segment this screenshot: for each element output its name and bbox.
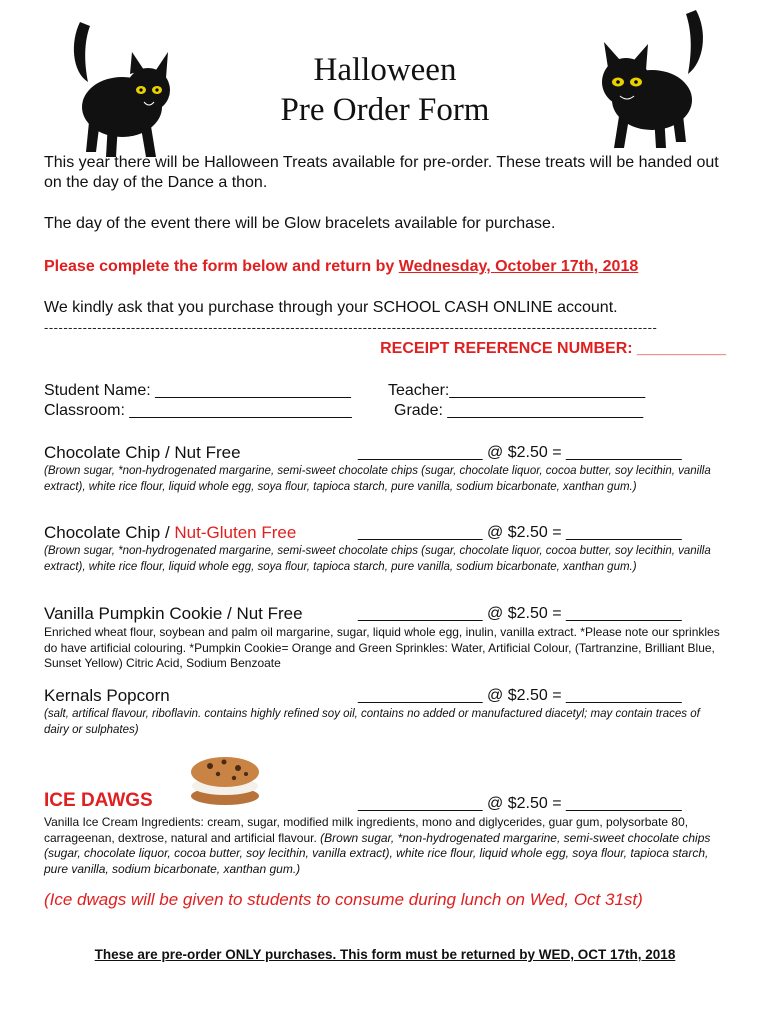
item-name: Chocolate Chip / Nut Free (44, 443, 241, 462)
item-price-line: ______________ @ $2.50 = _____________ (358, 605, 682, 622)
item-ingredients: Enriched wheat flour, soybean and palm oil margarine, sugar, liquid whole egg, inulin, vanilla extract. *Please note our sprinkles do have artificial colouring. *Pumpkin Cookie= Orange and Green Sprinkles: Water, Artificial Colour, (Tartranzine, Brilliant Blue, Sunset Yellow) Citric Acid, Sodium Benzoate (44, 625, 720, 670)
intro-text: This year there will be Halloween Treats available for pre-order. These treats will be handed out on the day of the Dance a thon. (44, 154, 719, 191)
page-title: Halloween (313, 52, 457, 88)
item-name: Vanilla Pumpkin Cookie / Nut Free (44, 604, 303, 623)
item-name: Kernals Popcorn (44, 686, 170, 705)
page-subtitle: Pre Order Form (280, 92, 490, 128)
item-price-line: ______________ @ $2.50 = _____________ (358, 524, 682, 541)
teacher-field: Teacher:______________________ (388, 382, 646, 399)
grade-field: Grade: ______________________ (394, 402, 644, 419)
ice-cream-sandwich-icon (188, 752, 262, 808)
classroom-field: Classroom: _________________________ (44, 402, 352, 419)
glow-text: The day of the event there will be Glow bracelets available for purchase. (44, 215, 556, 232)
return-date: Wednesday, October 17th, 2018 (398, 258, 639, 275)
ice-dawgs-note: (Ice dwags will be given to students to consume during lunch on Wed, Oct 31st) (44, 890, 643, 909)
return-instruction: Please complete the form below and return by Wednesday, October 17th, 2018 (44, 258, 639, 275)
student-name-field: Student Name: ______________________ (44, 382, 351, 399)
item-price-line: ______________ @ $2.50 = _____________ (358, 687, 682, 704)
payment-instruction: We kindly ask that you purchase through your SCHOOL CASH ONLINE account. (44, 299, 618, 316)
final-notice: These are pre-order ONLY purchases. This form must be returned by WED, OCT 17th, 2018 (94, 947, 676, 962)
item-ingredients: (Brown sugar, *non-hydrogenated margarine, semi-sweet chocolate chips (sugar, chocolate liquor, cocoa butter, soy lecithin, vanilla extract), white rice flour, liquid whole egg, soya flour, tapioca starch, pure vanilla, sodium bicarbonate, xanthan gum.) (44, 465, 711, 493)
ice-dawgs-ingredients: Vanilla Ice Cream Ingredients: cream, sugar, modified milk ingredients, mono and diglycerides, guar gum, polysorbate 80, carrageenan, dextrose, natural and artificial flavour. (Brown sugar, *non-hydrogenated margarine, semi-sweet chocolate chips (sugar, chocolate liquor, cocoa butter, soy lecithin, vanilla extract), white rice flour, liquid whole egg, soya flour, tapioca starch, pure vanilla, sodium bicarbonate, xanthan gum.) (44, 815, 711, 876)
divider: ------------------------------------------------------------------------------------------------------------------------------- (44, 320, 658, 335)
item-ingredients: (salt, artifical flavour, riboflavin. contains highly refined soy oil, contains no added or manufactured diacetyl; may contain traces of dairy or sulphates) (44, 708, 700, 736)
item-name: Chocolate Chip / Nut-Gluten Free (44, 523, 297, 542)
item-price-line: ______________ @ $2.50 = _____________ (358, 795, 682, 812)
receipt-reference: RECEIPT REFERENCE NUMBER: __________ (380, 340, 726, 357)
item-price-line: ______________ @ $2.50 = _____________ (358, 444, 682, 461)
ice-dawgs-title: ICE DAWGS (44, 790, 153, 811)
item-ingredients: (Brown sugar, *non-hydrogenated margarine, semi-sweet chocolate chips (sugar, chocolate liquor, cocoa butter, soy lecithin, vanilla extract), white rice flour, liquid whole egg, soya flour, tapioca starch, pure vanilla, sodium bicarbonate, xanthan gum.) (44, 545, 711, 573)
